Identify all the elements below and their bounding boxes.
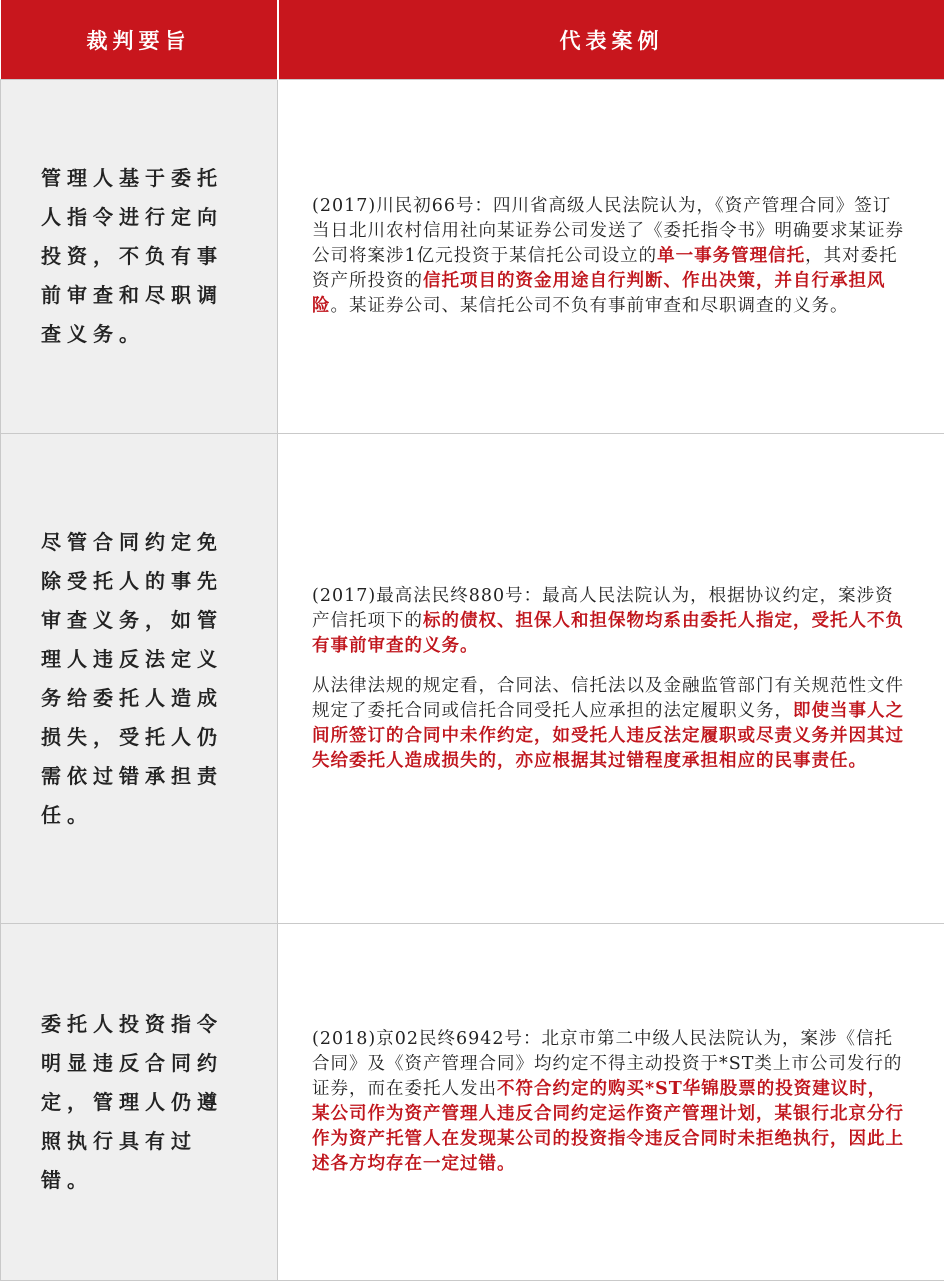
case-paragraph xyxy=(312,674,904,774)
table-row xyxy=(1,80,944,434)
gist-cell xyxy=(1,924,278,1281)
case-paragraph xyxy=(312,1027,904,1177)
case-text xyxy=(312,194,904,319)
case-text-run: (2017)最高法民终880号：最高人民法院认为，根据协议约定，案涉资产信托项下的 xyxy=(312,586,894,631)
highlighted-text: 不符合约定的购买*ST华锦股票的投资建议时，某公司作为资产管理人违反合同约定运作资产管理计划，某银行北京分行作为资产托管人在发现某公司的投资指令违反合同时未拒绝执行，因此上述各方均存在一定过错。 xyxy=(312,1079,904,1174)
gist-text: 尽管合同约定免除受托人的事先审查义务，如管理人违反法定义务给委托人造成损失，受托人仍需依过错承担责任。 xyxy=(41,523,223,835)
case-text-run: 从法律法规的规定看，合同法、信托法以及金融监管部门有关规范性文件规定了委托合同或信托合同受托人应承担的法定履职义务， xyxy=(312,676,904,721)
highlighted-text: 信托项目的资金用途自行判断、作出决策，并自行承担风险 xyxy=(312,271,886,316)
case-text xyxy=(312,584,904,774)
case-cell xyxy=(278,924,944,1281)
header-row xyxy=(1,0,944,80)
table-row xyxy=(1,434,944,924)
gist-text: 委托人投资指令明显违反合同约定，管理人仍遵照执行具有过错。 xyxy=(41,1005,223,1200)
gist-cell xyxy=(1,434,278,924)
case-text xyxy=(312,1027,904,1177)
highlighted-text: 标的债权、担保人和担保物均系由委托人指定，受托人不负有事前审查的义务。 xyxy=(312,611,904,656)
case-cell xyxy=(278,434,944,924)
gist-text: 管理人基于委托人指令进行定向投资，不负有事前审查和尽职调查义务。 xyxy=(41,159,223,354)
highlighted-text: 单一事务管理信托 xyxy=(657,246,805,266)
case-text-run: (2017)川民初66号：四川省高级人民法院认为，《资产管理合同》签订当日北川农村信用社向某证券公司发送了《委托指令书》明确要求某证券公司将案涉1亿元投资于某信托公司设立的 xyxy=(312,196,904,266)
case-cell xyxy=(278,80,944,434)
header-gist: 裁判要旨 xyxy=(1,0,278,80)
case-text-run: (2018)京02民终6942号：北京市第二中级人民法院认为，案涉《信托合同》及《资产管理合同》均约定不得主动投资于*ST类上市公司发行的证券，而在委托人发出 xyxy=(312,1029,902,1099)
case-paragraph xyxy=(312,584,904,659)
case-text-run: 。某证券公司、某信托公司不负有事前审查和尽职调查的义务。 xyxy=(331,296,849,316)
highlighted-text: 即使当事人之间所签订的合同中未作约定，如受托人违反法定履职或尽责义务并因其过失给委托人造成损失的，亦应根据其过错程度承担相应的民事责任。 xyxy=(312,701,904,771)
table-row xyxy=(1,924,944,1281)
header-cases: 代表案例 xyxy=(278,0,944,80)
case-paragraph xyxy=(312,194,904,319)
case-text-run: ，其对委托资产所投资的 xyxy=(312,246,898,291)
gist-cell xyxy=(1,80,278,434)
